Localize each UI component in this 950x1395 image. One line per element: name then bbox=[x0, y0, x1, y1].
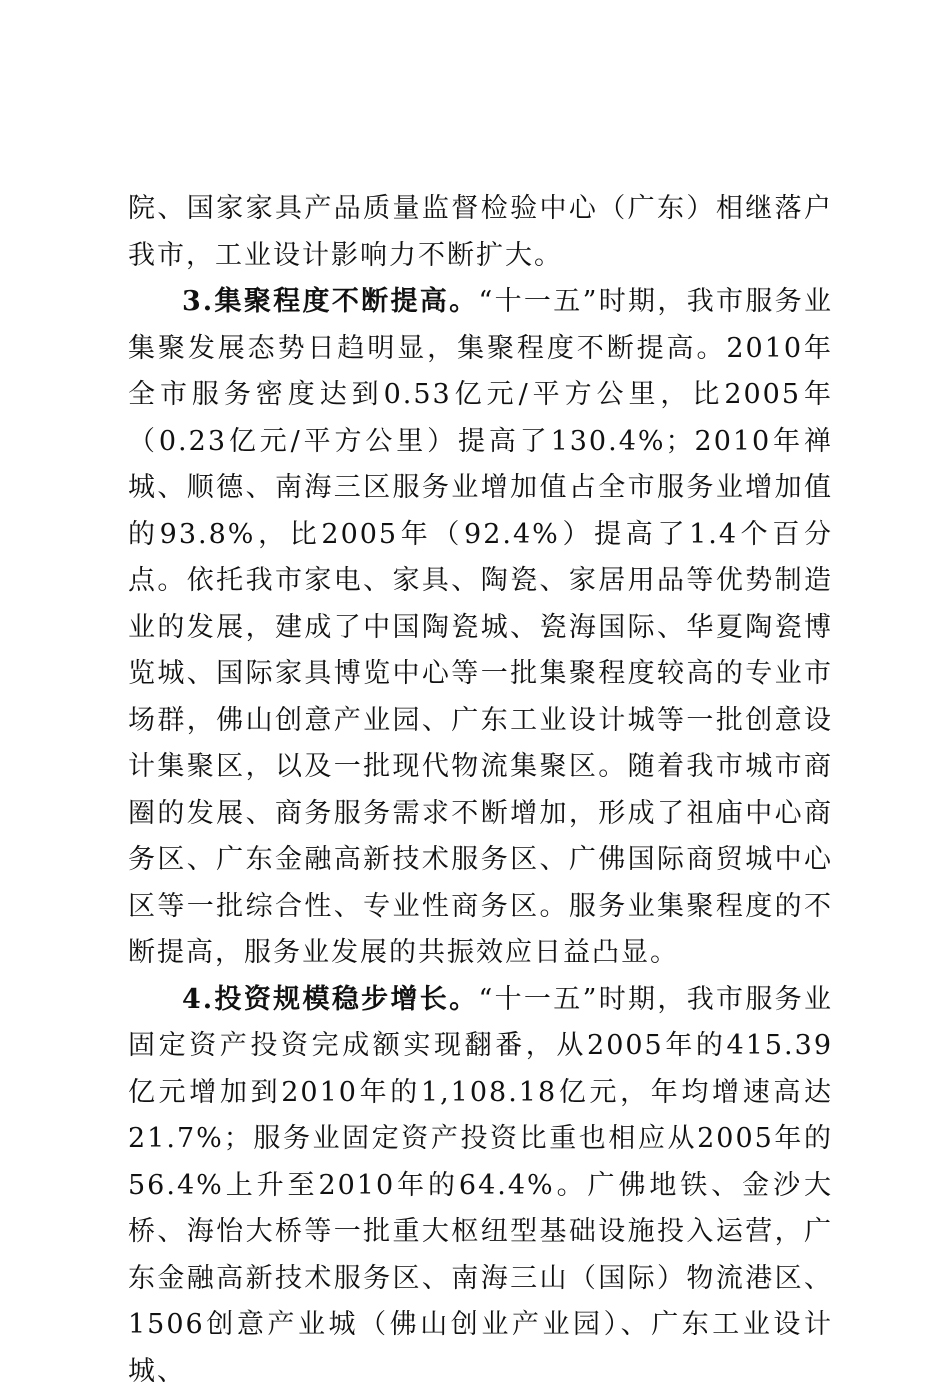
paragraph-body: “十一五”时期，我市服务业集聚发展态势日趋明显，集聚程度不断提高。2010年全市服务密度达到0.53亿元/平方公里，比2005年（0.23亿元/平方公里）提高了130.4%；2010年禅城、顺德、南海三区服务业增加值占全市服务业增加值的93.8%，比2005年（92.4%）提高了1.4个百分点。依托我市家电、家具、陶瓷、家居用品等优势制造业的发展，建成了中国陶瓷城、瓷海国际、华夏陶瓷博览城、国际家具博览中心等一批集聚程度较高的专业市场群，佛山创意产业园、广东工业设计城等一批创意设计集聚区，以及一批现代物流集聚区。随着我市城市商圈的发展、商务服务需求不断增加，形成了祖庙中心商务区、广东金融高新技术服务区、广佛国际商贸城中心区等一批综合性、专业性商务区。服务业集聚程度的不断提高，服务业发展的共振效应日益凸显。 bbox=[128, 286, 833, 968]
document-body bbox=[128, 186, 833, 1395]
paragraph-investment bbox=[128, 977, 833, 1395]
paragraph-body: 院、国家家具产品质量监督检验中心（广东）相继落户我市，工业设计影响力不断扩大。 bbox=[128, 193, 833, 271]
paragraph-continuation bbox=[128, 186, 833, 279]
paragraph-agglomeration bbox=[128, 279, 833, 977]
paragraph-heading: 4.投资规模稳步增长。 bbox=[182, 984, 478, 1015]
paragraph-heading: 3.集聚程度不断提高。 bbox=[182, 286, 478, 317]
paragraph-body: “十一五”时期，我市服务业固定资产投资完成额实现翻番，从2005年的415.39亿元增加到2010年的1,108.18亿元，年均增速高达21.7%；服务业固定资产投资比重也相应从2005年的56.4%上升至2010年的64.4%。广佛地铁、金沙大桥、海怡大桥等一批重大枢纽型基础设施投入运营，广东金融高新技术服务区、南海三山（国际）物流港区、1506创意产业城（佛山创业产业园）、广东工业设计城、 bbox=[128, 984, 833, 1387]
